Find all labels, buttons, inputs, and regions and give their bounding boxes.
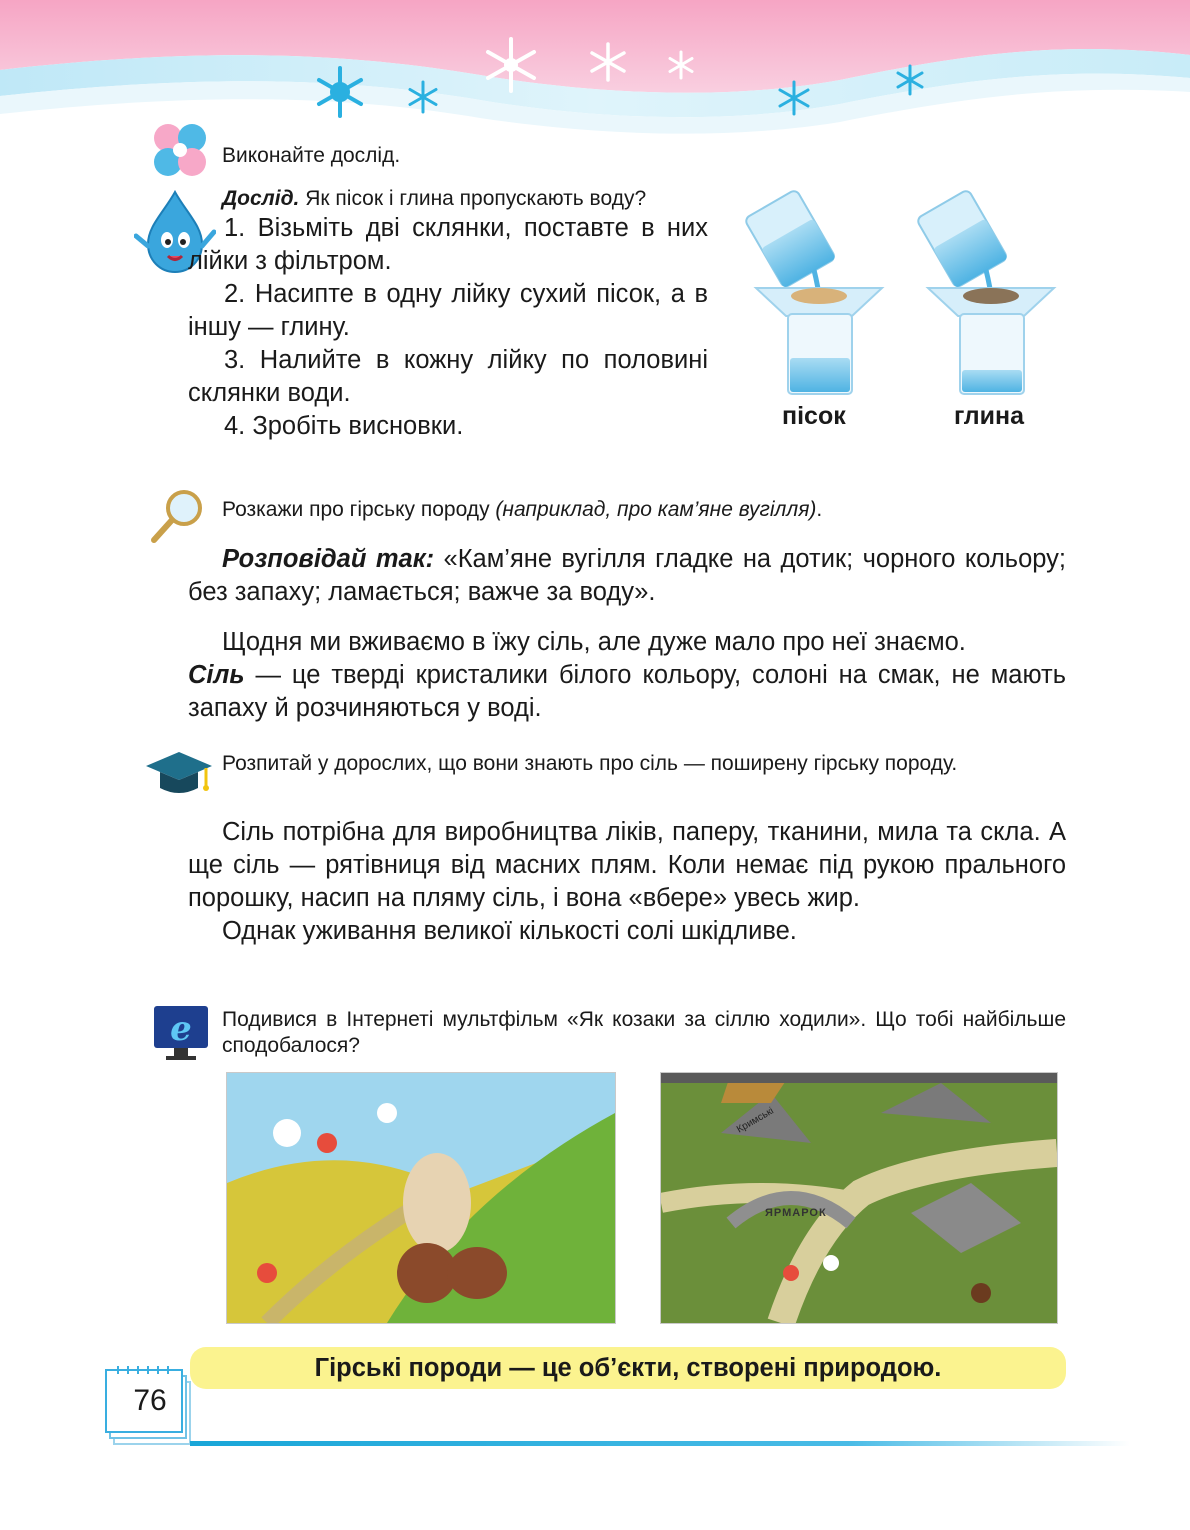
task1-text: Виконайте дослід. [222,144,401,167]
salt-intro-sentence: Щодня ми вживаємо в їжу сіль, але дуже мало про неї знаємо. [222,628,966,656]
cartoon-scene-right [660,1072,1058,1324]
task2-text [222,497,822,523]
snowflake-icon [588,42,628,82]
snowflake-icon [666,50,696,80]
experiment-step: 4. Зробіть висновки. [224,412,464,440]
salt-warning-paragraph: Однак уживання великої кількості солі шкідливе. [222,917,797,945]
tell-like-text: «Кам’яне вугілля гладке на дотик; чорного кольору; без запаху; ламається; важче за воду». [188,545,1066,606]
cartoon-scene-left [226,1072,616,1324]
page-number: 76 [133,1384,167,1417]
experiment-text-block [188,186,708,443]
salt-use-paragraph: Сіль потрібна для виробництва ліків, паперу, тканини, мила та скла. А ще сіль — рятівниця від масних плям. Коли немає під рукою прального порошку, насип на пляму сіль, і вона «вбере» увесь жир. [188,818,1066,912]
caption-clay: глина [954,402,1025,430]
bottom-divider [190,1441,1130,1446]
cartoon-sign-crimean: Кримські [734,1105,776,1136]
cartoon-scene-right-illustration [661,1073,1057,1323]
summary-banner: Гірські породи — це об’єкти, створені природою. [190,1347,1066,1389]
tell-like-label: Розповідай так: [222,545,435,573]
experiment-glasses-illustration [734,186,1064,406]
salt-definition: — це тверді кристалики білого кольору, солоні на смак, не мають запаху й розчиняються у воді. [188,661,1066,722]
snowflake-icon [776,80,812,116]
salt-use-block [188,816,1066,948]
snowflake-icon [406,80,440,114]
experiment-step: 2. Насипте в одну лійку сухий пісок, а в іншу — глину. [188,280,708,341]
cartoon-sign-fair: ЯРМАРОК [765,1207,827,1219]
cartoon-scene-left-illustration [227,1073,615,1323]
graduation-cap-icon [144,748,214,796]
svg-text:e: e [170,1009,192,1049]
experiment-question: Як пісок і глина пропускають воду? [299,187,647,210]
magnifier-icon [148,486,208,546]
tell-like-paragraph [188,543,1066,609]
experiment-step: 1. Візьміть дві склянки, поставте в них лійки з фільтром. [188,214,708,275]
salt-intro-paragraph [188,626,1066,725]
task2-prompt: Розкажи про гірську породу [222,498,496,521]
task3-text: Розпитай у дорослих, що вони знають про сіль — поширену гірську породу. [222,752,958,775]
snowflake-icon [482,36,540,94]
salt-term: Сіль [188,661,245,689]
experiment-label: Дослід. [222,187,300,210]
snowflake-icon [894,64,926,96]
snowflake-icon [312,64,368,120]
experiment-step: 3. Налийте в кожну лійку по половині склянки води. [188,346,708,407]
task2-example: (наприклад, про кам’яне вугілля) [495,498,817,521]
internet-explorer-icon [152,1004,210,1062]
experiment-puzzle-icon [148,118,212,182]
caption-sand: пісок [782,402,846,430]
task2-period: . [816,498,823,521]
task4-text: Подивися в Інтернеті мультфільм «Як козаки за сіллю ходили». Що тобі найбільше сподобалося? [222,1008,1066,1057]
